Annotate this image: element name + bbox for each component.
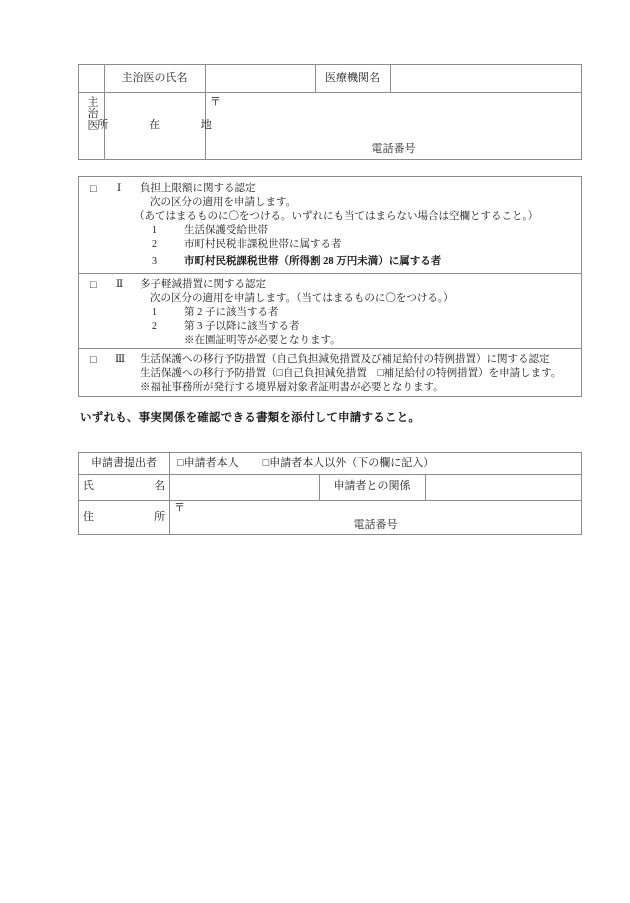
section-2-note: ※在園証明等が必要となります。 [184,335,341,346]
section-2-item-2-num: 2 [152,321,157,332]
submitter-other-checkbox[interactable]: □申請者本人以外（下の欄に記入） [262,456,435,469]
doctor-tel-label: 電話番号 [371,143,416,156]
section-1-line-2: （あてはまるものに〇をつける。いずれにも当てはまらない場合は空欄とすること。） [134,211,539,222]
section-2-numeral: Ⅱ [116,279,124,290]
section-1-item-2-text[interactable]: 市町村民税非課税世帯に属する者 [184,239,342,250]
applicant-address-value[interactable] [169,500,582,535]
section-1-item-2-num: 2 [152,239,157,250]
section-3-checkbox[interactable]: □ [90,354,97,366]
cert-section-3 [79,348,581,396]
attachment-note: いずれも、事実関係を確認できる書類を添付して申請すること。 [80,412,421,424]
doctor-address-label-text: 所 在 地 [97,119,227,132]
doctor-info-table [78,64,582,160]
doctor-section-label-text: 主治医 [86,95,98,131]
applicant-address-label [79,500,172,535]
doctor-address-value[interactable] [205,92,582,160]
doctor-name-label: 主治医の氏名 [121,71,188,84]
applicant-tel-label: 電話番号 [353,519,398,532]
section-2-line-1: 次の区分の適用を申請します。（当てはまるものに〇をつける。） [150,293,454,304]
postal-code-mark: 〒 [210,96,221,108]
section-1-line-1: 次の区分の適用を申請します。 [150,197,297,208]
section-1-heading: 負担上限額に関する認定 [140,183,256,194]
section-3-line-2: ※福祉事務所が発行する境界層対象者証明書が必要となります。 [140,382,444,393]
section-1-checkbox[interactable]: □ [90,183,97,195]
section-2-item-1-num: 1 [152,307,157,318]
applicant-relation-value[interactable] [425,474,582,500]
applicant-name-value[interactable] [169,474,319,500]
doctor-address-label [97,92,227,160]
section-3-heading: 生活保護への移行予防措置（自己負担減免措置及び補足給付の特例措置）に関する認定 [140,354,550,365]
section-1-item-1-text[interactable]: 生活保護受給世帯 [184,225,268,236]
section-2-heading: 多子軽減措置に関する認定 [140,279,266,290]
medical-institution-value[interactable] [390,65,582,92]
section-1-numeral: Ⅰ [117,183,122,194]
section-3-numeral: Ⅲ [115,354,126,365]
certification-box [78,176,582,397]
doctor-name-value[interactable] [205,65,315,92]
section-1-item-3-text[interactable]: 市町村民税課税世帯（所得割 28 万円未満）に属する者 [184,256,442,267]
submitter-label: 申請書提出者 [91,456,157,469]
submitter-options [169,453,582,474]
cert-section-1 [79,177,581,273]
section-2-item-2-text[interactable]: 第 3 子以降に該当する者 [184,321,300,332]
section-2-item-1-text[interactable]: 第 2 子に該当する者 [184,307,279,318]
applicant-name-label-text: 氏 名 [82,480,172,493]
applicant-address-label-text: 住 所 [82,510,172,523]
section-2-checkbox[interactable]: □ [90,279,97,291]
applicant-postal-code-mark: 〒 [174,502,185,514]
section-3-line-1[interactable]: 生活保護への移行予防措置（□自己負担減免措置 □補足給付の特例措置）を申請します。 [140,368,562,379]
section-1-item-1-num: 1 [152,225,157,236]
submitter-self-checkbox[interactable]: □申請者本人 [177,456,239,469]
medical-institution-label: 医療機関名 [325,71,380,84]
applicant-name-label [79,474,172,500]
section-1-item-3-num: 3 [152,256,157,267]
doctor-section-label [79,65,104,161]
cert-section-2 [79,273,581,348]
applicant-info-table [78,452,582,535]
applicant-relation-label: 申請者との関係 [333,480,411,493]
